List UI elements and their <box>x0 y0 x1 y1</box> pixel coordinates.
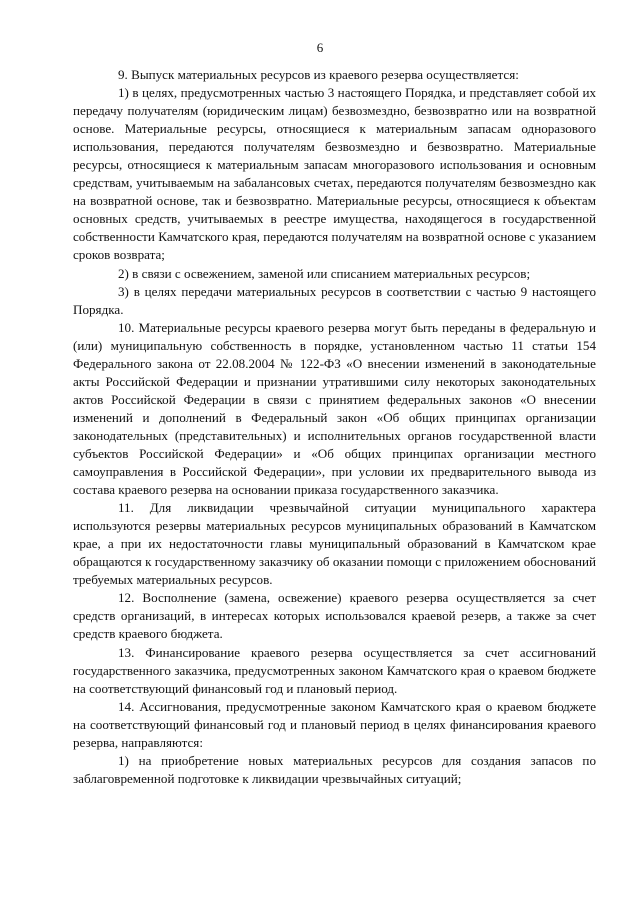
paragraph-9-item-3: 3) в целях передачи материальных ресурсов в соответствии с частью 9 настоящего Порядка. <box>73 283 596 317</box>
paragraph-14: 14. Ассигнования, предусмотренные законом Камчатского края о краевом бюджете на соответствующий финансовый год и плановый период в целях финансирования краевого резерва, направляются: <box>73 698 596 750</box>
document-body <box>73 66 596 788</box>
page-number: 6 <box>316 40 324 55</box>
paragraph-14-item-1: 1) на приобретение новых материальных ресурсов для создания запасов по заблаговременной подготовке к ликвидации чрезвычайных ситуаций; <box>73 752 596 786</box>
paragraph-11: 11. Для ликвидации чрезвычайной ситуации муниципального характера используются резервы материальных ресурсов муниципальных образований в Камчатском крае, а при их недостаточности главы муниципальный образований в Камчатском крае обращаются к государственному заказчику об оказании помощи с приложением обоснований требуемых материальных ресурсов. <box>73 500 596 588</box>
paragraph-9-item-1: 1) в целях, предусмотренных частью 3 настоящего Порядка, и представляет собой их передачу получателям (юридическим лицам) безвозмездно, безвозвратно или на возвратной основе. Материальные ресурсы, относящиеся к материальным запасам одноразового использования, передаются получателям безвозмездно и безвозвратно. Материальные ресурсы, относящиеся к материальным запасам многоразового использования и основным средствам, учитываемым на забалансовых счетах, передаются получателям безвозмездно как на возвратной основе, так и безвозвратно. Материальные ресурсы, относящиеся к объектам основных средств, учитываемых в реестре имущества, находящегося в государственной собственности Камчатского края, передаются получателям на возвратной основе с указанием сроков возврата; <box>73 85 596 263</box>
paragraph-10: 10. Материальные ресурсы краевого резерва могут быть переданы в федеральную и (или) муниципальную собственность в порядке, установленном частью 11 статьи 154 Федерального закона от 22.08.2004 № 122-ФЗ «О внесении изменений в законодательные акты Российской Федерации и признании утратившими силу некоторых законодательных актов Российской Федерации в связи с принятием федеральных законов «О внесении изменений и дополнений в Федеральный закон «Об общих принципах организации законодательных (представительных) и исполнительных органов государственной власти субъектов Российской Федерации» и «Об общих принципах организации местного самоуправления в Российской Федерации», при условии их предварительного вывода из состава краевого резерва на основании приказа государственного заказчика. <box>73 319 596 498</box>
paragraph-9-item-2: 2) в связи с освежением, заменой или списанием материальных ресурсов; <box>118 265 531 281</box>
paragraph-9: 9. Выпуск материальных ресурсов из краевого резерва осуществляется: <box>118 67 519 82</box>
paragraph-13: 13. Финансирование краевого резерва осуществляется за счет ассигнований государственного заказчика, предусмотренных законом Камчатского края о краевом бюджете на соответствующий финансовый год и плановый период. <box>73 644 596 696</box>
paragraph-12: 12. Восполнение (замена, освежение) краевого резерва осуществляется за счет средств организаций, в интересах которых использовался краевой резерв, а также за счет средств краевого бюджета. <box>73 590 596 642</box>
